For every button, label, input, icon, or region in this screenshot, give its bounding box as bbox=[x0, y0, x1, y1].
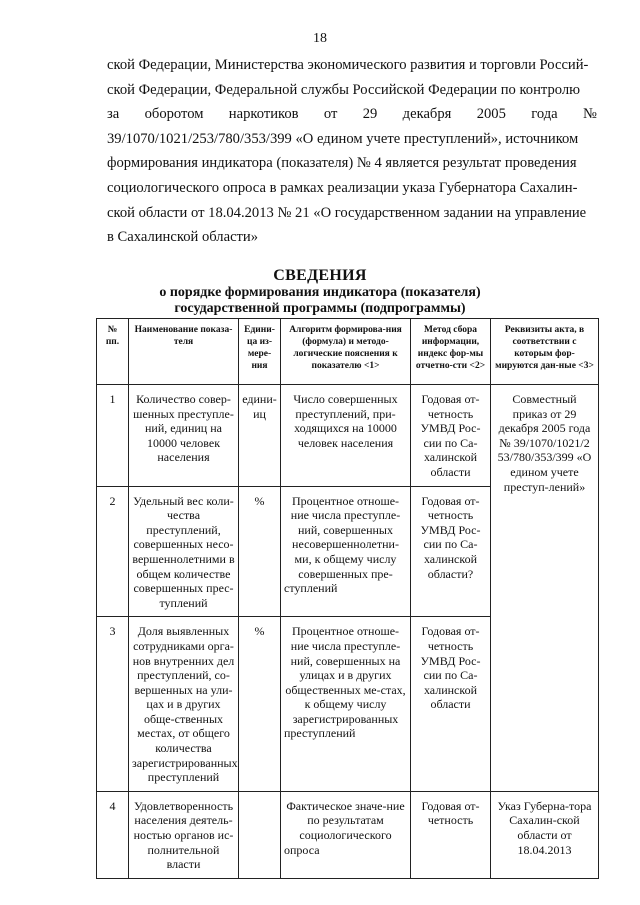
heading-subtitle: о порядке формирования индикатора (показателя) bbox=[159, 285, 481, 300]
intro-line: в Сахалинской области» bbox=[107, 229, 259, 246]
intro-line: социологического опроса в рамках реализации указа Губернатора Сахалин- bbox=[107, 179, 578, 196]
cell-name: Доля выявленных сотрудниками орга-нов внутренних дел преступлений, со-вершенных на ули-цах и в других обще-ственных местах, от общего количества зарегистрированных преступлений bbox=[129, 617, 239, 792]
section-heading bbox=[0, 267, 640, 317]
cell-unit: % bbox=[239, 486, 281, 617]
header-num: № пп. bbox=[97, 319, 129, 385]
cell-requisites: Совместный приказ от 29 декабря 2005 года № 39/1070/1021/2 53/780/353/399 «О едином учете преступ-лений» bbox=[491, 385, 599, 792]
cell-method: Годовая от-четность УМВД Рос-сии по Са-халинской области bbox=[411, 617, 491, 792]
cell-num: 3 bbox=[97, 617, 129, 792]
page-number: 18 bbox=[313, 31, 327, 46]
intro-word: оборотом bbox=[144, 106, 204, 123]
intro-word: 2005 bbox=[476, 106, 506, 123]
intro-word: 29 bbox=[362, 106, 378, 123]
cell-unit bbox=[239, 791, 281, 878]
cell-unit: едини-иц bbox=[239, 385, 281, 487]
cell-algorithm: Фактическое значе-ние по результатам социологического опроса bbox=[281, 791, 411, 878]
cell-name: Количество совер-шенных преступле-ний, единиц на 10000 человек населения bbox=[129, 385, 239, 487]
indicator-table bbox=[96, 318, 599, 879]
cell-unit: % bbox=[239, 617, 281, 792]
intro-word: от bbox=[323, 106, 338, 123]
table-row bbox=[97, 791, 599, 878]
cell-algorithm: Число совершенных преступлений, при-ходящихся на 10000 человек населения bbox=[281, 385, 411, 487]
cell-method: Годовая от-четность bbox=[411, 791, 491, 878]
cell-name: Удельный вес коли-чества преступлений, совершенных несо-вершеннолетними в общем количестве совершенных прес-туплений bbox=[129, 486, 239, 617]
intro-paragraph bbox=[107, 53, 597, 250]
intro-line: формирования индикатора (показателя) № 4 является результат проведения bbox=[107, 155, 577, 172]
cell-method: Годовая от-четность УМВД Рос-сии по Са-халинской области bbox=[411, 385, 491, 487]
cell-num: 4 bbox=[97, 791, 129, 878]
intro-line: ской Федерации, Федеральной службы Российской Федерации по контролю bbox=[107, 81, 581, 98]
cell-algorithm: Процентное отноше-ние числа преступле-ний, совершенных на улицах и в других общественных ме-стах, к общему числу зарегистрированных преступлений bbox=[281, 617, 411, 792]
header-name: Наименование показа-теля bbox=[129, 319, 239, 385]
intro-word: наркотиков bbox=[228, 106, 299, 123]
table-header-row bbox=[97, 319, 599, 385]
cell-name: Удовлетворенность населения деятель-ностью органов ис-полнительной власти bbox=[129, 791, 239, 878]
intro-word: года bbox=[531, 106, 558, 123]
header-unit: Едини-ца из-мере-ния bbox=[239, 319, 281, 385]
intro-line: 39/1070/1021/253/780/353/399 «О едином учете преступлений», источником bbox=[107, 130, 579, 147]
cell-algorithm: Процентное отноше-ние числа преступле-ний, совершенных несовершеннолетни-ми, к общему числу совершенных пре-ступлений bbox=[281, 486, 411, 617]
cell-num: 2 bbox=[97, 486, 129, 617]
intro-line: ской Федерации, Министерства экономического развития и торговли Россий- bbox=[107, 57, 589, 73]
header-method: Метод сбора информации, индекс фор-мы отчетно-сти <2> bbox=[411, 319, 491, 385]
heading-subtitle-2: государственной программы (подпрограммы) bbox=[174, 301, 466, 316]
intro-word: декабря bbox=[402, 106, 452, 123]
intro-line: ской области от 18.04.2013 № 21 «О государственном задании на управление bbox=[107, 204, 587, 221]
intro-line-justified bbox=[107, 102, 597, 127]
intro-word: за bbox=[107, 106, 120, 123]
heading-title: СВЕДЕНИЯ bbox=[273, 267, 367, 284]
table-row bbox=[97, 385, 599, 487]
header-requisites: Реквизиты акта, в соответствии с которым фор-мируются дан-ные <3> bbox=[491, 319, 599, 385]
cell-num: 1 bbox=[97, 385, 129, 487]
cell-requisites: Указ Губерна-тора Сахалин-ской области от 18.04.2013 bbox=[491, 791, 599, 878]
header-algorithm: Алгоритм формирова-ния (формула) и методо-логические пояснения к показателю <1> bbox=[281, 319, 411, 385]
cell-method: Годовая от-четность УМВД Рос-сии по Са-халинской области? bbox=[411, 486, 491, 617]
intro-word: № bbox=[582, 106, 597, 123]
